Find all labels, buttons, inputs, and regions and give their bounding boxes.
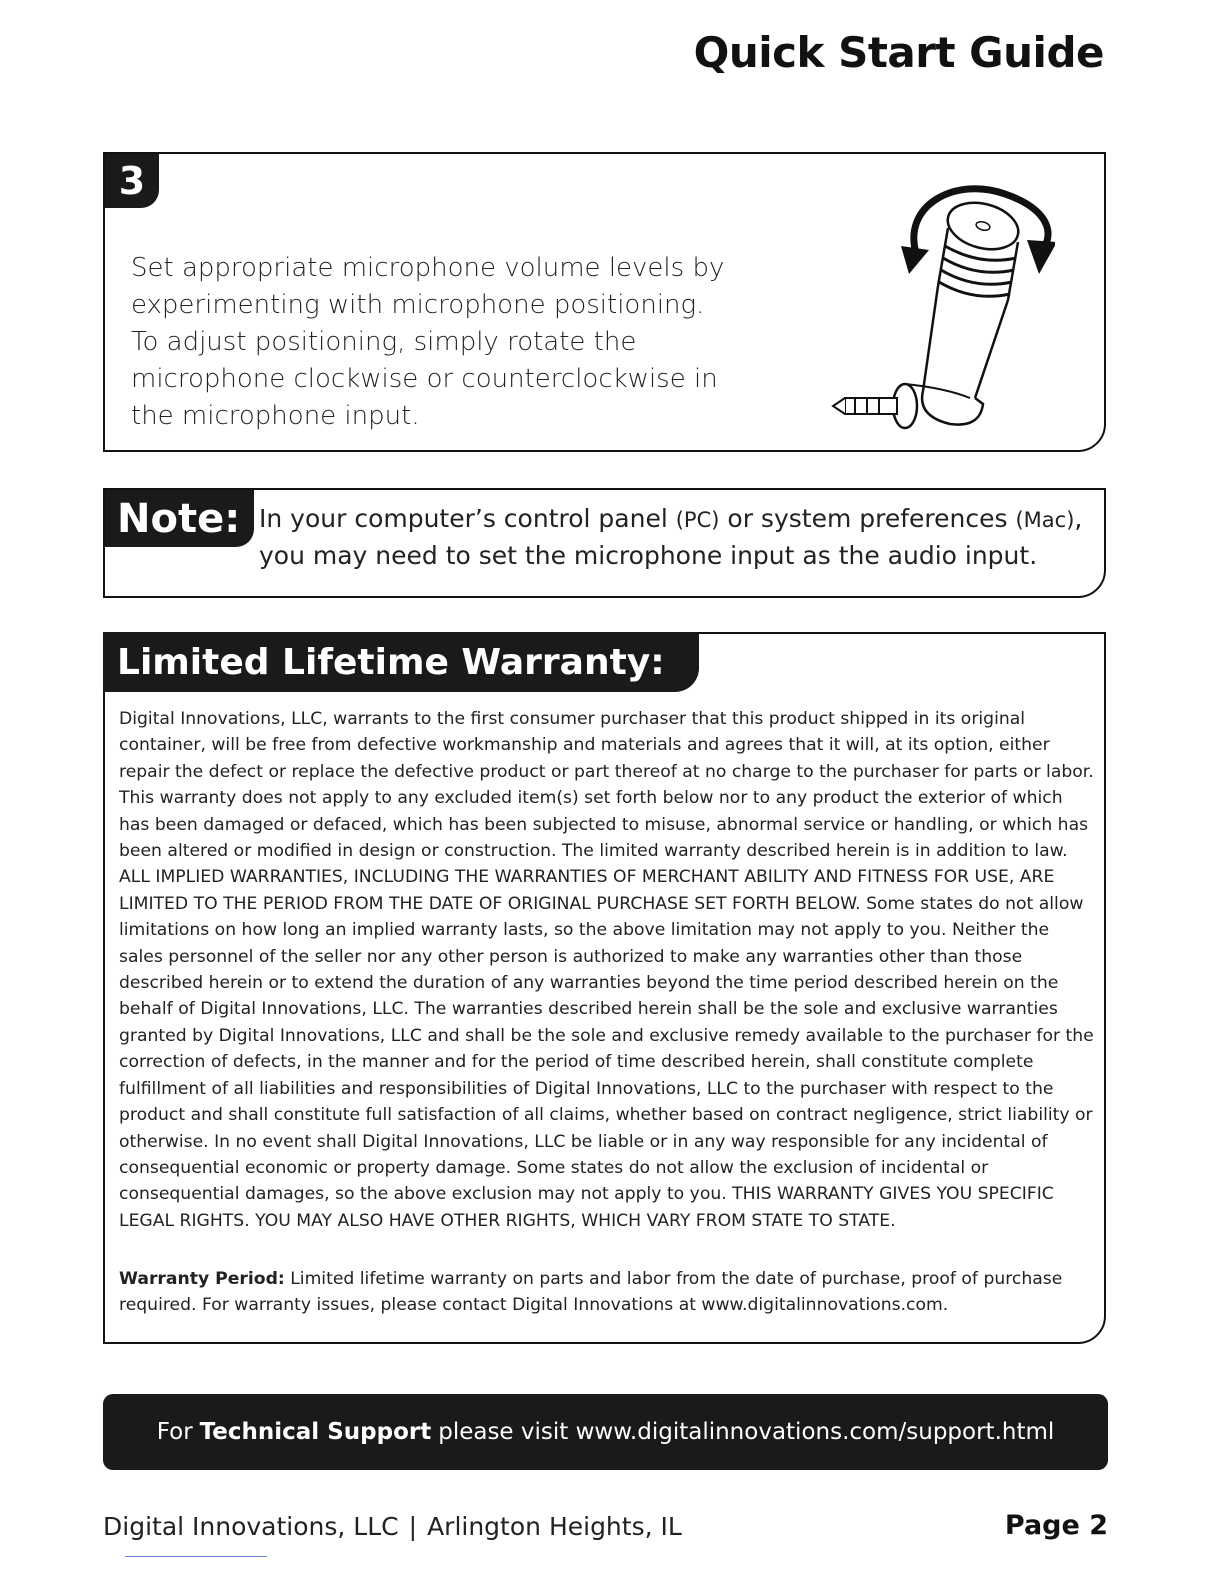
technical-support-banner [103, 1394, 1108, 1470]
warranty-period-label: Warranty Period: [119, 1269, 285, 1289]
footer-separator: | [408, 1512, 418, 1541]
page-title: Quick Start Guide [693, 28, 1104, 77]
note-text-part3: , you may need to set the microphone input as the audio input. [259, 504, 1083, 570]
warranty-period [119, 1266, 1094, 1319]
footer-company [103, 1512, 682, 1541]
note-mac: (Mac) [1015, 508, 1075, 532]
note-panel [103, 488, 1106, 598]
step-number-badge: 3 [105, 154, 159, 208]
step-3-panel [103, 152, 1106, 452]
support-bold: Technical Support [199, 1419, 432, 1445]
note-text-part1: In your computer’s control panel [259, 504, 676, 533]
warranty-panel [103, 632, 1106, 1344]
warranty-body: Digital Innovations, LLC, warrants to the first consumer purchaser that this product shipped in its original container, will be free from defective workmanship and materials and agrees that it will, at its option, either repair the defect or replace the defective product or part thereof at no charge to the purchaser for parts or labor. This warranty does not apply to any excluded item(s) set forth below nor to any product the exterior of which has been damaged or defaced, which has been subjected to misuse, abnormal service or handling, or which has been altered or modified in design or construction. The limited warranty described herein is in addition to law. ALL IMPLIED WARRANTIES, INCLUDING THE WARRANTIES OF MERCHANT ABILITY AND FITNESS FOR USE, ARE LIMITED TO THE PERIOD FROM THE DATE OF ORIGINAL PURCHASE SET FORTH BELOW. Some states do not allow limitations on how long an implied warranty lasts, so the above limitation may not apply to you. Neither the sales personnel of the seller nor any other person is authorized to make any warranties other than those described herein or to extend the duration of any warranties beyond the time period described herein on the behalf of Digital Innovations, LLC. The warranties described herein shall be the sole and exclusive warranties granted by Digital Innovations, LLC and shall be the sole and exclusive remedy available to the purchaser for the correction of defects, in the manner and for the period of time described herein, shall constitute complete fulfillment of all liabilities and responsibilities of Digital Innovations, LLC to the purchaser with respect to the product and shall constitute full satisfaction of all claims, whether based on contract negligence, strict liability or otherwise. In no event shall Digital Innovations, LLC be liable or in any way responsible for any incidental of consequential economic or property damage. Some states do not allow the exclusion of incidental or consequential damages, so the above exclusion may not apply to you. THIS WARRANTY GIVES YOU SPECIFIC LEGAL RIGHTS. YOU MAY ALSO HAVE OTHER RIGHTS, WHICH VARY FROM STATE TO STATE. [119, 709, 1094, 1231]
note-text-part2: or system preferences [719, 504, 1016, 533]
footer-location: Arlington Heights, IL [427, 1512, 682, 1541]
warranty-title: Limited Lifetime Warranty: [103, 632, 699, 692]
arrowhead-left [901, 246, 929, 274]
arrowhead-right [1027, 240, 1055, 274]
step-instructions: Set appropriate microphone volume levels by experimenting with microphone positioning. To adjust positioning, simply rotate the microphone clockwise or counterclockwise in the microphone input. [131, 253, 725, 431]
footer-company-name: Digital Innovations, LLC [103, 1512, 399, 1541]
warranty-period-text: Limited lifetime warranty on parts and labor from the date of purchase, proof of purchase required. For warranty issues, please contact Digital Innovations at www.digitalinnovations.com. [119, 1269, 1063, 1316]
note-pc: (PC) [675, 508, 720, 532]
microphone-rotation-icon [805, 166, 1055, 448]
note-text [259, 501, 1099, 574]
footer-underline [125, 1556, 267, 1557]
support-link-text[interactable]: please visit www.digitalinnovations.com/support.html [438, 1419, 1055, 1445]
support-prefix: For [156, 1419, 193, 1445]
note-label: Note: [105, 490, 254, 547]
page-number: Page 2 [1004, 1510, 1108, 1541]
